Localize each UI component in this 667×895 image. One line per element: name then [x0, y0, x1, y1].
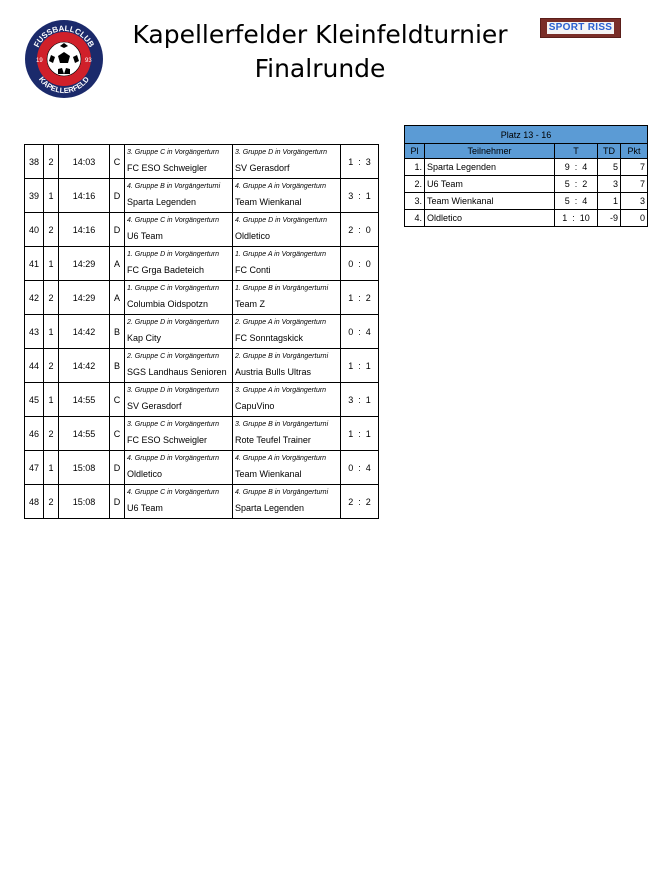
home-team-name: Columbia Oidspotzn	[127, 299, 209, 309]
kickoff-time: 14:16	[59, 179, 110, 213]
home-team-name: FC ESO Schweigler	[127, 435, 208, 445]
away-team-name: SV Gerasdorf	[235, 163, 290, 173]
col-header-pl: Pl	[405, 144, 425, 159]
match-row	[25, 145, 379, 179]
away-team-name: FC Sonntagskick	[235, 333, 304, 343]
standings-row	[405, 176, 648, 193]
kickoff-time: 15:08	[59, 485, 110, 519]
away-qualifier: 3. Gruppe D in Vorgängerturn	[235, 149, 327, 156]
home-team-cell	[125, 145, 233, 179]
home-team-name: U6 Team	[127, 231, 163, 241]
match-number: 47	[25, 451, 44, 485]
home-team-cell	[125, 451, 233, 485]
kickoff-time: 14:29	[59, 281, 110, 315]
pitch-number: 1	[44, 315, 59, 349]
away-qualifier: 2. Gruppe B in Vorgängerturni	[235, 353, 329, 360]
match-number: 45	[25, 383, 44, 417]
away-team-name: Sparta Legenden	[235, 503, 305, 513]
match-row	[25, 383, 379, 417]
match-row	[25, 417, 379, 451]
col-header-teilnehmer: Teilnehmer	[425, 144, 555, 159]
match-result: 1 : 3	[341, 145, 379, 179]
pitch-number: 1	[44, 383, 59, 417]
standings-title: Platz 13 - 16	[405, 126, 648, 144]
kickoff-time: 14:55	[59, 417, 110, 451]
col-header-td: TD	[598, 144, 621, 159]
standings-place: 1.	[405, 159, 425, 176]
match-result: 1 : 1	[341, 417, 379, 451]
home-team-cell	[125, 485, 233, 519]
logo-text-bottom: KAPELLERFELD	[37, 74, 91, 96]
home-team-cell	[125, 417, 233, 451]
match-result: 1 : 2	[341, 281, 379, 315]
standings-team: Team Wienkanal	[425, 193, 555, 210]
standings-place: 3.	[405, 193, 425, 210]
col-header-pkt: Pkt	[621, 144, 648, 159]
pitch-number: 2	[44, 213, 59, 247]
home-team-name: Oldletico	[127, 469, 163, 479]
group-letter: A	[110, 247, 125, 281]
home-team-name: U6 Team	[127, 503, 163, 513]
group-letter: B	[110, 315, 125, 349]
standings-team: U6 Team	[425, 176, 555, 193]
sponsor-logo	[540, 18, 621, 38]
away-qualifier: 4. Gruppe A in Vorgängerturn	[235, 455, 327, 462]
standings-place: 2.	[405, 176, 425, 193]
home-qualifier: 4. Gruppe C in Vorgängerturn	[127, 217, 219, 224]
match-number: 38	[25, 145, 44, 179]
match-number: 39	[25, 179, 44, 213]
match-result: 1 : 1	[341, 349, 379, 383]
away-team-cell	[233, 349, 341, 383]
away-team-cell	[233, 145, 341, 179]
home-qualifier: 2. Gruppe C in Vorgängerturn	[127, 353, 219, 360]
home-qualifier: 1. Gruppe D in Vorgängerturn	[127, 251, 219, 258]
home-team-name: SV Gerasdorf	[127, 401, 182, 411]
standings-title-row	[405, 126, 648, 144]
match-number: 43	[25, 315, 44, 349]
page-subtitle: Finalrunde	[254, 54, 386, 83]
logo-year-left: 19	[36, 58, 43, 64]
standings-goal-diff: 3	[598, 176, 621, 193]
away-team-cell	[233, 451, 341, 485]
away-team-cell	[233, 383, 341, 417]
home-team-name: FC ESO Schweigler	[127, 163, 208, 173]
away-qualifier: 4. Gruppe A in Vorgängerturn	[235, 183, 327, 190]
group-letter: C	[110, 417, 125, 451]
standings-table	[404, 125, 648, 227]
standings-row	[405, 159, 648, 176]
away-team-cell	[233, 281, 341, 315]
home-qualifier: 2. Gruppe D in Vorgängerturn	[127, 319, 219, 326]
standings-goal-diff: -9	[598, 210, 621, 227]
kickoff-time: 14:16	[59, 213, 110, 247]
match-row	[25, 349, 379, 383]
kickoff-time: 14:42	[59, 349, 110, 383]
away-team-name: CapuVino	[235, 401, 275, 411]
pitch-number: 1	[44, 247, 59, 281]
standings-goals: 5 : 4	[555, 193, 598, 210]
pitch-number: 2	[44, 281, 59, 315]
group-letter: C	[110, 383, 125, 417]
match-result: 0 : 0	[341, 247, 379, 281]
standings-goals: 5 : 2	[555, 176, 598, 193]
standings-goal-diff: 5	[598, 159, 621, 176]
logo-year-right: 93	[85, 58, 92, 64]
kickoff-time: 14:55	[59, 383, 110, 417]
away-team-cell	[233, 213, 341, 247]
match-row	[25, 213, 379, 247]
kickoff-time: 14:29	[59, 247, 110, 281]
match-result: 0 : 4	[341, 451, 379, 485]
group-letter: A	[110, 281, 125, 315]
match-number: 44	[25, 349, 44, 383]
pitch-number: 1	[44, 451, 59, 485]
match-row	[25, 281, 379, 315]
kickoff-time: 14:03	[59, 145, 110, 179]
home-qualifier: 3. Gruppe C in Vorgängerturn	[127, 421, 219, 428]
standings-goals: 1 : 10	[555, 210, 598, 227]
match-result: 2 : 0	[341, 213, 379, 247]
home-qualifier: 3. Gruppe D in Vorgängerturn	[127, 387, 219, 394]
away-team-cell	[233, 179, 341, 213]
standings-team: Oldletico	[425, 210, 555, 227]
match-row	[25, 247, 379, 281]
away-qualifier: 3. Gruppe A in Vorgängerturn	[235, 387, 327, 394]
home-team-cell	[125, 247, 233, 281]
logo-text-top: FUSSBALLCLUB	[32, 23, 96, 49]
page-title: Kapellerfelder Kleinfeldturnier	[132, 20, 508, 49]
standings-team: Sparta Legenden	[425, 159, 555, 176]
group-letter: D	[110, 213, 125, 247]
group-letter: C	[110, 145, 125, 179]
match-row	[25, 485, 379, 519]
standings-row	[405, 193, 648, 210]
away-team-name: Oldletico	[235, 231, 271, 241]
club-logo	[24, 19, 104, 99]
home-team-cell	[125, 315, 233, 349]
home-team-cell	[125, 179, 233, 213]
match-result: 3 : 1	[341, 179, 379, 213]
standings-points: 3	[621, 193, 648, 210]
kickoff-time: 15:08	[59, 451, 110, 485]
home-team-cell	[125, 383, 233, 417]
pitch-number: 2	[44, 349, 59, 383]
away-team-cell	[233, 315, 341, 349]
home-team-cell	[125, 349, 233, 383]
match-number: 42	[25, 281, 44, 315]
away-qualifier: 1. Gruppe A in Vorgängerturn	[235, 251, 327, 258]
away-team-cell	[233, 485, 341, 519]
away-team-name: Team Z	[235, 299, 266, 309]
home-team-cell	[125, 213, 233, 247]
match-row	[25, 315, 379, 349]
col-header-t: T	[555, 144, 598, 159]
group-letter: B	[110, 349, 125, 383]
group-letter: D	[110, 179, 125, 213]
match-number: 40	[25, 213, 44, 247]
match-number: 48	[25, 485, 44, 519]
home-team-name: SGS Landhaus Senioren	[127, 367, 227, 377]
standings-header-row	[405, 144, 648, 159]
match-row	[25, 179, 379, 213]
home-team-name: FC Grga Badeteich	[127, 265, 205, 275]
sponsor-text: SPORT RISS	[548, 22, 613, 33]
away-team-name: Team Wienkanal	[235, 197, 302, 207]
away-qualifier: 4. Gruppe B in Vorgängerturni	[235, 489, 329, 496]
away-team-name: Rote Teufel Trainer	[235, 435, 311, 445]
away-qualifier: 3. Gruppe B in Vorgängerturni	[235, 421, 329, 428]
away-team-name: Team Wienkanal	[235, 469, 302, 479]
standings-place: 4.	[405, 210, 425, 227]
match-result: 0 : 4	[341, 315, 379, 349]
home-qualifier: 1. Gruppe C in Vorgängerturn	[127, 285, 219, 292]
home-qualifier: 3. Gruppe C in Vorgängerturn	[127, 149, 219, 156]
away-qualifier: 1. Gruppe B in Vorgängerturni	[235, 285, 329, 292]
away-team-cell	[233, 247, 341, 281]
away-qualifier: 4. Gruppe D in Vorgängerturn	[235, 217, 327, 224]
home-team-name: Kap City	[127, 333, 162, 343]
pitch-number: 2	[44, 145, 59, 179]
away-team-cell	[233, 417, 341, 451]
group-letter: D	[110, 451, 125, 485]
group-letter: D	[110, 485, 125, 519]
standings-goal-diff: 1	[598, 193, 621, 210]
match-result: 2 : 2	[341, 485, 379, 519]
kickoff-time: 14:42	[59, 315, 110, 349]
home-team-name: Sparta Legenden	[127, 197, 197, 207]
match-number: 46	[25, 417, 44, 451]
pitch-number: 2	[44, 485, 59, 519]
away-qualifier: 2. Gruppe A in Vorgängerturn	[235, 319, 327, 326]
match-row	[25, 451, 379, 485]
away-team-name: FC Conti	[235, 265, 271, 275]
pitch-number: 2	[44, 417, 59, 451]
standings-goals: 9 : 4	[555, 159, 598, 176]
match-number: 41	[25, 247, 44, 281]
home-qualifier: 4. Gruppe B in Vorgängerturni	[127, 183, 221, 190]
match-schedule-table	[24, 144, 379, 519]
away-team-name: Austria Bulls Ultras	[235, 367, 312, 377]
standings-points: 0	[621, 210, 648, 227]
home-qualifier: 4. Gruppe C in Vorgängerturn	[127, 489, 219, 496]
home-team-cell	[125, 281, 233, 315]
pitch-number: 1	[44, 179, 59, 213]
home-qualifier: 4. Gruppe D in Vorgängerturn	[127, 455, 219, 462]
match-result: 3 : 1	[341, 383, 379, 417]
standings-points: 7	[621, 176, 648, 193]
standings-row	[405, 210, 648, 227]
standings-points: 7	[621, 159, 648, 176]
